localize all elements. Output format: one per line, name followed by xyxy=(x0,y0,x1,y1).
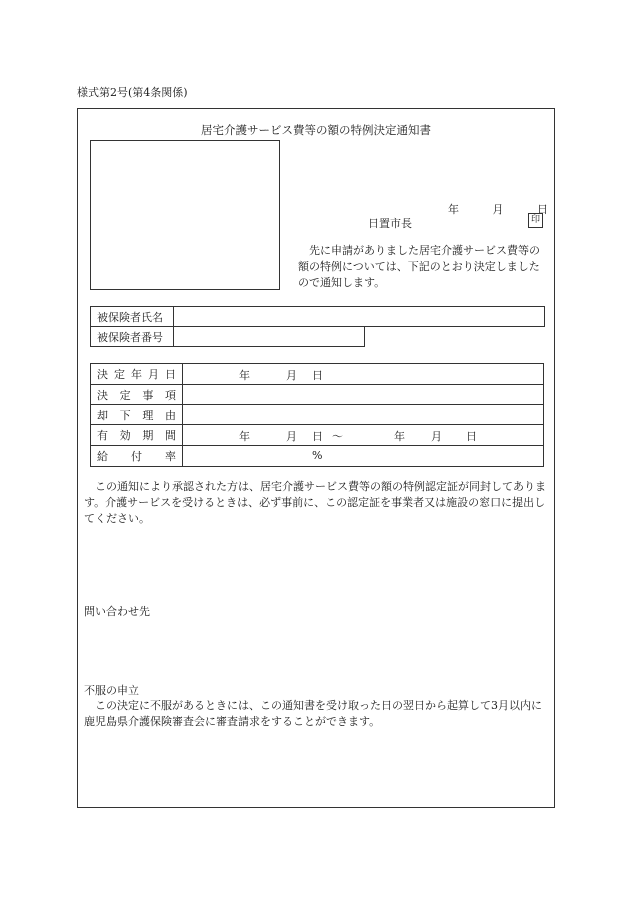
notice-form-frame xyxy=(77,108,555,808)
rejection-reason-field[interactable] xyxy=(183,405,544,425)
insured-number-table xyxy=(90,326,365,347)
insured-table xyxy=(90,306,545,327)
table-row xyxy=(91,425,544,446)
issue-day-label: 日 xyxy=(537,203,548,216)
form-number-label: 様式第2号(第4条関係) xyxy=(77,86,188,99)
insured-name-label: 被保険者氏名 xyxy=(91,307,174,327)
insured-number-field[interactable] xyxy=(174,327,365,347)
decision-item-label: 決 定 事 項 xyxy=(91,385,183,405)
inquiry-heading: 問い合わせ先 xyxy=(84,605,150,618)
issue-year-label: 年 xyxy=(448,203,459,216)
decision-date-field[interactable]: 年 月 日 xyxy=(183,364,544,385)
decision-date-label: 決 定 年 月 日 xyxy=(91,364,183,385)
appeal-text: この決定に不服があるときには、この通知書を受け取った日の翌日から起算して3月以内に鹿児島県介護保険審査会に審査請求をすることができます。 xyxy=(84,699,542,728)
issuer-name: 日置市長 xyxy=(368,217,412,230)
issue-month-label: 月 xyxy=(492,203,504,216)
benefit-rate-label: 給 付 率 xyxy=(91,446,183,467)
certificate-instruction-text: この通知により承認された方は、居宅介護サービス費等の額の特例認定証が同封してあります。介護サービスを受けるときは、必ず事前に、この認定証を事業者又は施設の窓口に提出してください。 xyxy=(84,480,546,525)
decision-item-field[interactable] xyxy=(183,385,544,405)
validity-period-field[interactable]: 年 月 日 ～ 年 月 日 xyxy=(183,425,544,446)
benefit-rate-field[interactable]: % xyxy=(183,446,544,467)
table-row xyxy=(91,405,544,425)
validity-period-label: 有 効 期 間 xyxy=(91,425,183,446)
blank-box xyxy=(90,140,280,290)
table-row xyxy=(91,327,365,347)
insured-name-field[interactable] xyxy=(174,307,545,327)
appeal-heading: 不服の申立 xyxy=(84,684,139,697)
table-row xyxy=(91,446,544,467)
table-row xyxy=(91,307,545,327)
insured-number-label: 被保険者番号 xyxy=(91,327,174,347)
table-row xyxy=(91,385,544,405)
rejection-reason-label: 却 下 理 由 xyxy=(91,405,183,425)
document-title: 居宅介護サービス費等の額の特例決定通知書 xyxy=(201,123,431,137)
notice-text: 先に申請がありました居宅介護サービス費等の額の特例については、下記のとおり決定しましたので通知します。 xyxy=(298,244,540,289)
seal-mark: 印 xyxy=(528,213,543,228)
decision-detail-table xyxy=(90,363,544,467)
table-row xyxy=(91,364,544,385)
